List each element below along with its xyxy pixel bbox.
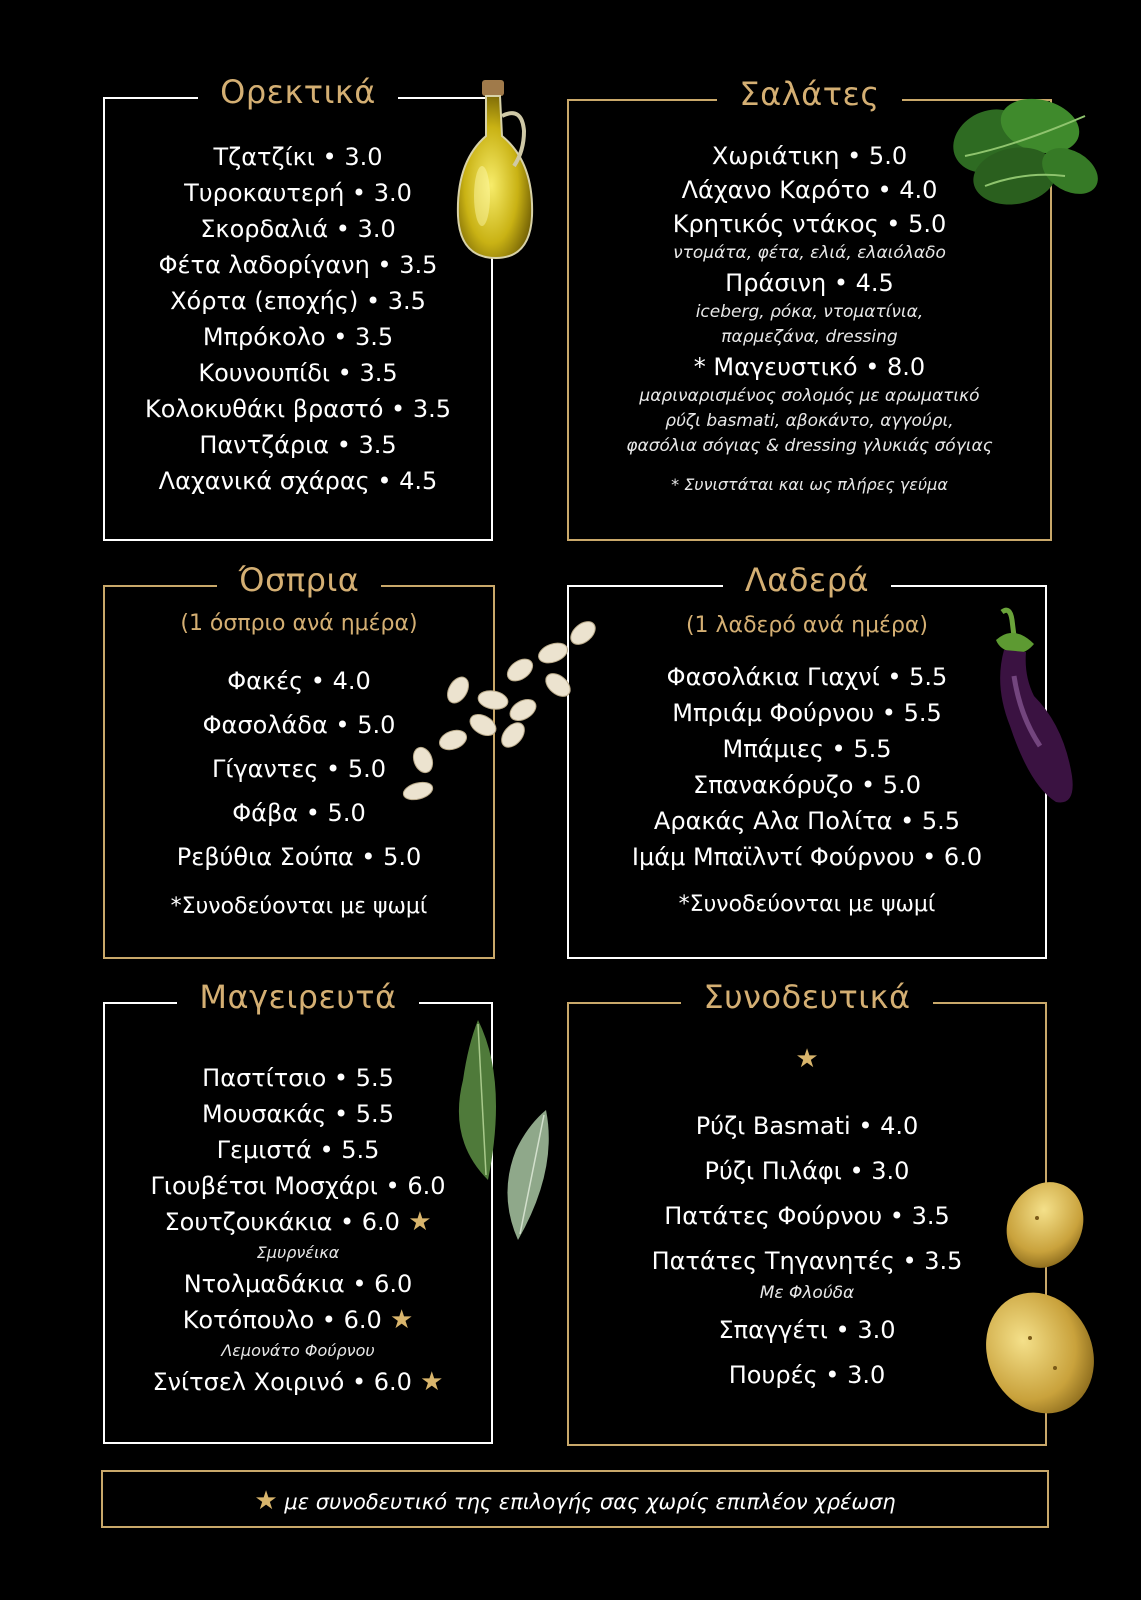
section-title: Μαγειρευτά xyxy=(177,978,418,1016)
eggplant-icon xyxy=(990,606,1080,806)
menu-item: Κολοκυθάκι βραστό • 3.5 xyxy=(144,395,452,423)
menu-item: Ρεβύθια Σούπα • 5.0 xyxy=(176,843,422,871)
item-list xyxy=(105,1060,491,1400)
section-synodeftika xyxy=(567,978,1047,1446)
menu-item: Σκορδαλιά • 3.0 xyxy=(200,215,396,243)
menu-item: Πατάτες Φούρνου • 3.5 xyxy=(664,1202,950,1230)
menu-item-name: Σνίτσελ Χοιρινό • 6.0 xyxy=(152,1368,412,1396)
section-title: Όσπρια xyxy=(217,561,382,599)
section-orektika xyxy=(103,73,493,541)
section-title: Συνοδευτικά xyxy=(681,978,932,1016)
menu-item: Ιμάμ Μπαϊλντί Φούρνου • 6.0 xyxy=(631,843,983,871)
section-ladera xyxy=(567,561,1047,959)
item-list xyxy=(569,1104,1045,1398)
menu-item: * Μαγευστικό • 8.0 xyxy=(693,353,926,381)
star-icon: ★ xyxy=(795,1044,819,1074)
menu-item: Μπάμιες • 5.5 xyxy=(722,735,892,763)
menu-item-description: iceberg, ρόκα, ντοματίνια, xyxy=(695,302,924,322)
menu-item-name: Γιουβέτσι Μοσχάρι • 6.0 xyxy=(150,1172,446,1200)
menu-item xyxy=(105,1302,491,1338)
menu-item: Κρητικός ντάκος • 5.0 xyxy=(672,210,947,238)
menu-item xyxy=(105,1168,491,1204)
menu-item-description: ρύζι basmati, αβοκάντο, αγγούρι, xyxy=(665,411,954,431)
bread-note: *Συνοδεύονται με ψωμί xyxy=(678,892,936,917)
legend-box xyxy=(101,1470,1049,1528)
menu-item: Μπρόκολο • 3.5 xyxy=(202,323,394,351)
item-list xyxy=(105,139,491,499)
menu-item-description: Σμυρνέικα xyxy=(256,1243,340,1262)
menu-item: Χόρτα (εποχής) • 3.5 xyxy=(170,287,426,315)
section-subtitle: (1 λαδερό ανά ημέρα) xyxy=(685,613,929,638)
star-icon: ★ xyxy=(399,1207,432,1237)
beans-icon xyxy=(398,615,608,805)
menu-item xyxy=(105,1060,491,1096)
menu-item: Φέτα λαδορίγανη • 3.5 xyxy=(158,251,438,279)
menu-item: Πράσινη • 4.5 xyxy=(725,269,894,297)
menu-item: Πουρές • 3.0 xyxy=(728,1361,886,1389)
legend-text: με συνοδευτικό της επιλογής σας χωρίς επιπλέον χρέωση xyxy=(284,1490,896,1514)
menu-item: Σπαγγέτι • 3.0 xyxy=(718,1316,896,1344)
menu-item: Φάβα • 5.0 xyxy=(232,799,366,827)
menu-item-name: Σουτζουκάκια • 6.0 xyxy=(164,1208,400,1236)
star-icon: ★ xyxy=(411,1367,444,1397)
menu-item: Ρύζι Πιλάφι • 3.0 xyxy=(704,1157,910,1185)
menu-item xyxy=(105,1364,491,1400)
menu-item: Πατάτες Τηγανητές • 3.5 xyxy=(651,1247,963,1275)
footnote: * Συνιστάται και ως πλήρες γεύμα xyxy=(671,475,948,494)
bread-note: *Συνοδεύονται με ψωμί xyxy=(170,894,428,919)
star-icon: ★ xyxy=(381,1305,414,1335)
potatoes-icon xyxy=(985,1178,1105,1418)
section-title: Ορεκτικά xyxy=(198,73,398,111)
menu-item xyxy=(105,1266,491,1302)
menu-item-description: μαριναρισμένος σολομός με αρωματικό xyxy=(639,386,980,406)
menu-item: Αρακάς Αλα Πολίτα • 5.5 xyxy=(653,807,961,835)
menu-item: Γίγαντες • 5.0 xyxy=(211,755,386,783)
menu-item xyxy=(105,1096,491,1132)
menu-item: Μπριάμ Φούρνου • 5.5 xyxy=(672,699,942,727)
menu-item: Λάχανο Καρότο • 4.0 xyxy=(681,176,938,204)
menu-item: Τυροκαυτερή • 3.0 xyxy=(184,179,412,207)
menu-item-name: Κοτόπουλο • 6.0 xyxy=(182,1306,382,1334)
menu-item: Χωριάτικη • 5.0 xyxy=(711,142,908,170)
section-title: Σαλάτες xyxy=(717,75,901,113)
star-icon: ★ xyxy=(254,1486,278,1516)
menu-item-description: φασόλια σόγιας & dressing γλυκιάς σόγιας xyxy=(626,436,993,456)
menu-item: Λαχανικά σχάρας • 4.5 xyxy=(158,467,438,495)
menu-item: Φακές • 4.0 xyxy=(227,667,371,695)
menu-item: Φασολάκια Γιαχνί • 5.5 xyxy=(666,663,948,691)
menu-item-description: Με Φλούδα xyxy=(759,1283,855,1303)
spinach-leaves-icon xyxy=(945,86,1105,216)
menu-item: Φασολάδα • 5.0 xyxy=(202,711,396,739)
menu-item-description: Λεμονάτο Φούρνου xyxy=(221,1341,375,1360)
menu-item: Σπανακόρυζο • 5.0 xyxy=(693,771,921,799)
item-list xyxy=(569,659,1045,923)
section-mageirefta xyxy=(103,978,493,1444)
olive-oil-bottle-icon xyxy=(452,76,542,262)
menu-item-description: ντομάτα, φέτα, ελιά, ελαιόλαδο xyxy=(673,243,946,263)
menu-item-description: παρμεζάνα, dressing xyxy=(721,327,898,347)
menu-item-name: Ντολμαδάκια • 6.0 xyxy=(183,1270,413,1298)
section-title: Λαδερά xyxy=(723,561,891,599)
menu-item-name: Παστίτσιο • 5.5 xyxy=(202,1064,394,1092)
menu-item xyxy=(105,1204,491,1240)
menu-item: Παντζάρια • 3.5 xyxy=(199,431,397,459)
section-subtitle: (1 όσπριο ανά ημέρα) xyxy=(180,611,418,636)
menu-item: Ρύζι Basmati • 4.0 xyxy=(695,1112,919,1140)
bay-leaves-icon xyxy=(458,1020,558,1250)
menu-item-name: Γεμιστά • 5.5 xyxy=(216,1136,380,1164)
menu-item xyxy=(105,1132,491,1168)
menu-item: Τζατζίκι • 3.0 xyxy=(213,143,383,171)
menu-item: Κουνουπίδι • 3.5 xyxy=(198,359,398,387)
menu-item-name: Μουσακάς • 5.5 xyxy=(202,1100,394,1128)
